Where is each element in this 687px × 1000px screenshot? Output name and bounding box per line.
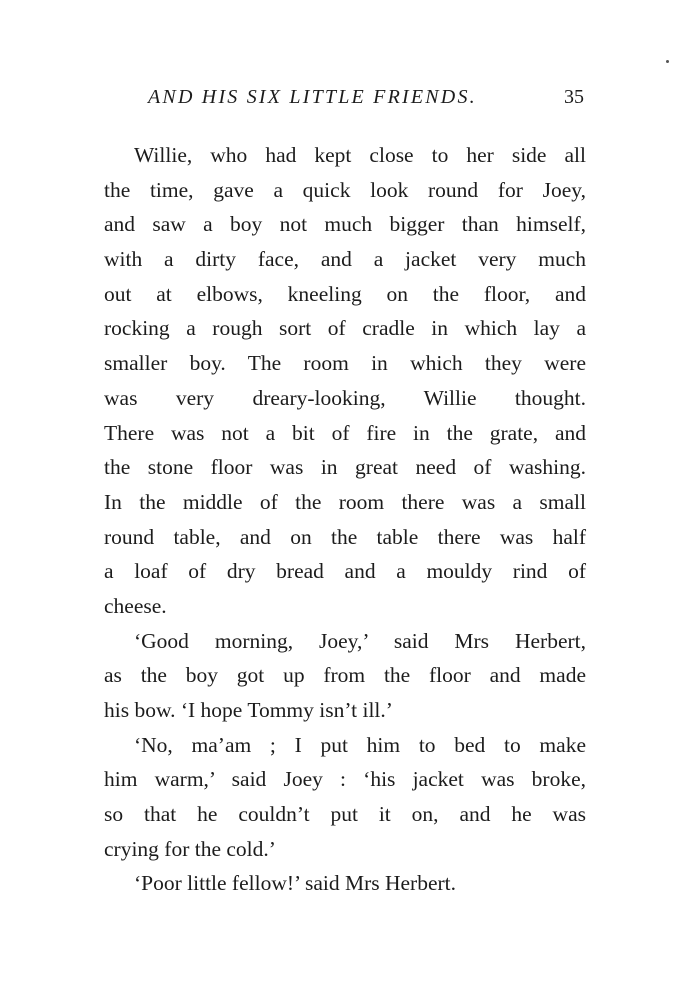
text-line: as the boy got up from the floor and made — [104, 663, 586, 688]
text-line: was very dreary-looking, Willie thought. — [104, 385, 586, 410]
body-text — [104, 138, 586, 901]
text-line: In the middle of the room there was a small — [104, 489, 586, 514]
text-line: There was not a bit of fire in the grate, and — [104, 420, 586, 445]
text-line: smaller boy. The room in which they were — [104, 351, 586, 376]
text-line: ‘No, ma’am ; I put him to bed to make — [134, 732, 586, 757]
text-line: Willie, who had kept close to her side all — [134, 143, 586, 167]
text-line: rocking a rough sort of cradle in which lay a — [104, 316, 586, 341]
text-line: his bow. ‘I hope Tommy isn’t ill.’ — [104, 698, 393, 722]
text-line: a loaf of dry bread and a mouldy rind of — [104, 559, 586, 584]
text-line: the time, gave a quick look round for Joey, — [104, 177, 586, 202]
paper-speck — [666, 60, 669, 63]
running-head — [104, 86, 586, 122]
text-line: and saw a boy not much bigger than himself, — [104, 212, 586, 237]
text-line: cheese. — [104, 593, 167, 618]
text-line: him warm,’ said Joey : ‘his jacket was broke, — [104, 767, 586, 792]
text-line: with a dirty face, and a jacket very much — [104, 247, 586, 272]
page-number: 35 — [564, 86, 584, 108]
text-line: round table, and on the table there was half — [104, 524, 586, 549]
text-line: out at elbows, kneeling on the floor, and — [104, 281, 586, 306]
text-line: crying for the cold.’ — [104, 836, 276, 861]
text-line: ‘Poor little fellow!’ said Mrs Herbert. — [134, 871, 457, 896]
text-line: the stone floor was in great need of washing. — [104, 455, 586, 480]
text-line: so that he couldn’t put it on, and he was — [104, 802, 586, 827]
running-title: AND HIS SIX LITTLE FRIENDS. — [148, 86, 477, 108]
text-line: ‘Good morning, Joey,’ said Mrs Herbert, — [134, 628, 586, 653]
